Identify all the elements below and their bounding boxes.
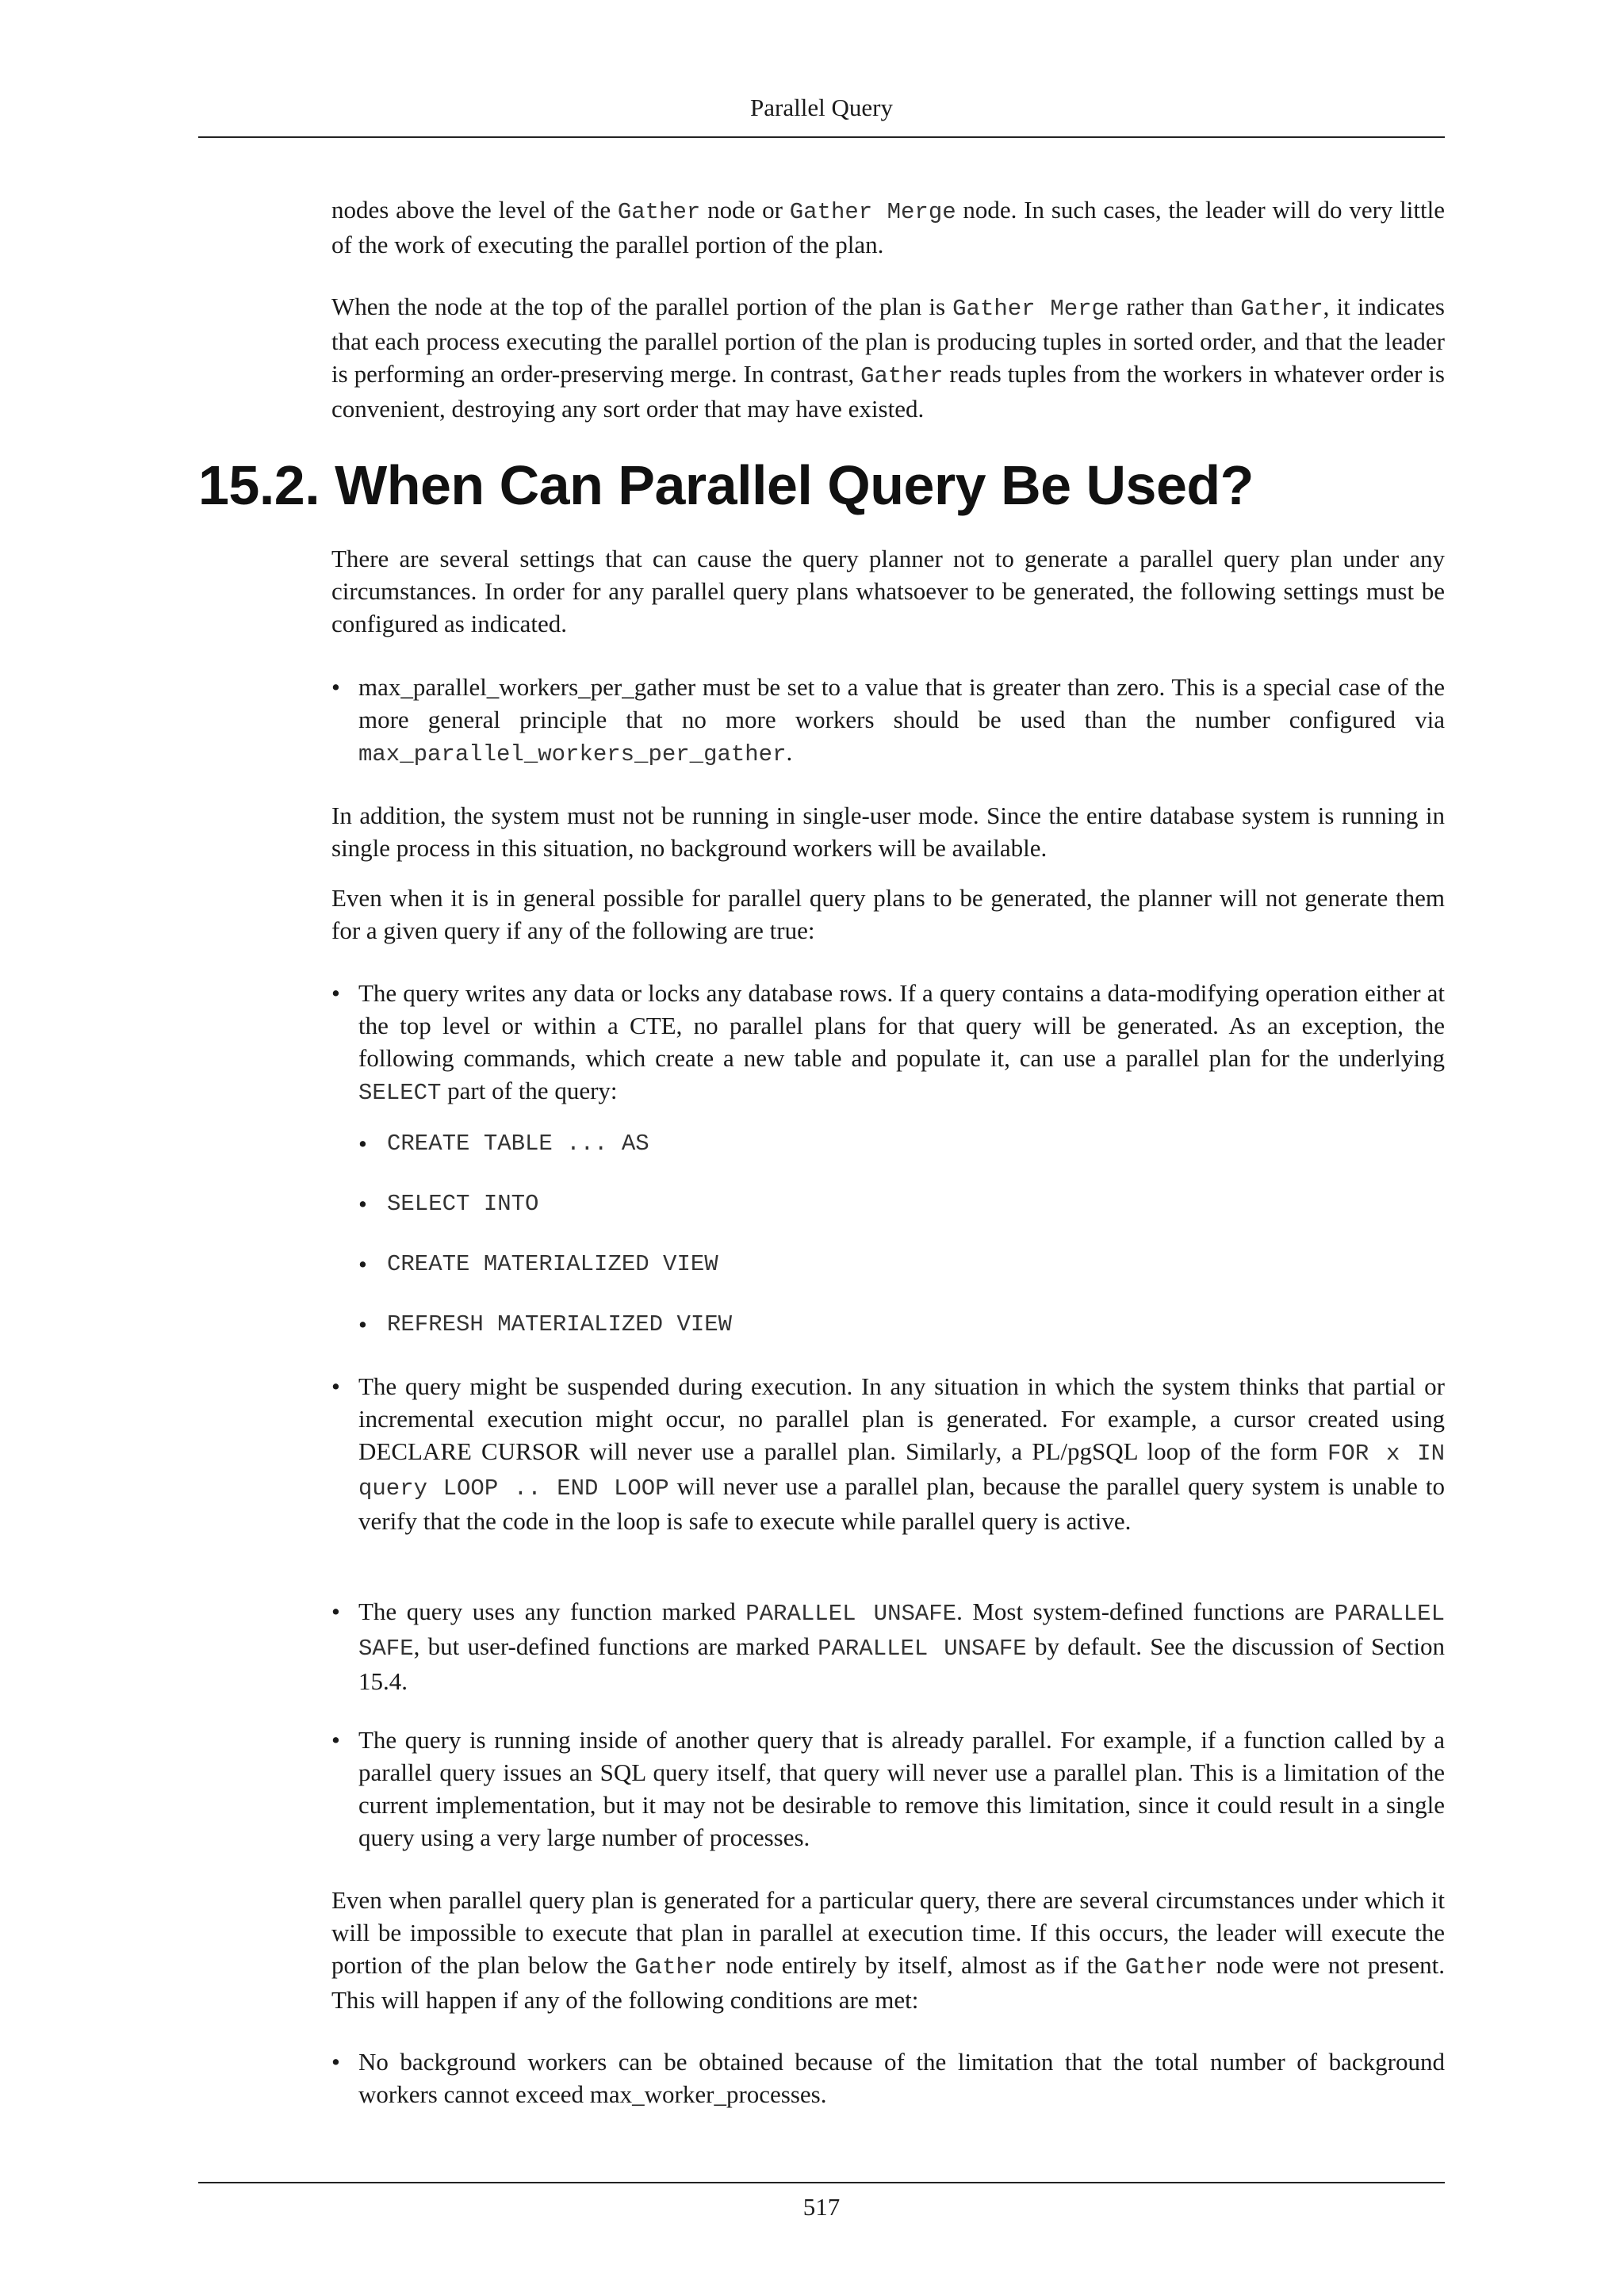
sub-list-item-code: SELECT INTO [387,1191,539,1217]
section-paragraph-4 [331,1884,1445,2016]
intro-paragraph-2 [331,290,1445,425]
section-paragraph-3: Even when it is in general possible for parallel query plans to be generated, the planner will not generate them for a given query if any of the following are true: [331,884,1445,944]
sub-list-item [358,1308,1445,1341]
text-run: max_parallel_workers_per_gather must be set to a value that is greater than zero. This is a special case of the more general principle that no more workers should be used than the number configured via [358,673,1445,733]
bullet-glyph: • [358,1250,367,1278]
list-item-text: No background workers can be obtained because of the limitation that the total number of background workers cannot exceed max_worker_processes. [358,2048,1445,2108]
bullet-glyph: • [358,1311,367,1338]
bullet-glyph: • [331,2048,340,2076]
text-run: node entirely by itself, almost as if the [717,1951,1125,1979]
list-item-text: The query is running inside of another query that is already parallel. For example, if a function called by a parallel query issues an SQL query itself, that query will never use a parallel plan. This is a limitation of the current implementation, but it may not be desirable to remove this limitation, since it could result in a single query using a very large number of processes. [358,1726,1445,1851]
code-gather: Gather [1240,296,1323,322]
text-run: Even when parallel query plan is generated for a particular query, there are several circumstances under which it will be impossible to execute that plan in parallel at execution time. If this occurs, the leader will execute the portion of the plan below the [331,1886,1445,1979]
code-gather: Gather [617,199,701,225]
list-item-text [358,1370,1445,1537]
section-paragraph-1: There are several settings that can cause the query planner not to generate a parallel query plan under any circumstances. In order for any parallel query plans whatsoever to be generated, the following settings must be configured as indicated. [331,545,1445,637]
text-run: will never use a parallel plan, because the parallel query system is unable to verify that the code in the loop is safe to execute while parallel query is active. [358,1472,1445,1535]
code-gather: Gather [634,1954,718,1980]
text-run: by default. See the discussion of Section 15.4. [358,1632,1446,1695]
footer-rule [198,2182,1445,2183]
bullet-glyph: • [358,1130,367,1158]
list-item [331,977,1445,1109]
page-number: 517 [802,2193,841,2221]
sub-list-item [358,1248,1445,1280]
code-select: SELECT [358,1080,442,1106]
list-item-text [358,1595,1445,1697]
text-run: part of the query: [441,1077,618,1104]
text-run: , it indicates that each process executing the parallel portion of the plan is producing tuples in sorted order, and that the leader is performing an order-preserving merge. In contrast, [331,293,1446,388]
bullet-glyph: • [331,673,340,701]
text-run: The query uses any function marked [358,1598,746,1625]
page-header: Parallel Query [750,94,893,121]
list-item [331,1595,1445,1697]
code-parallel-safe: PARALLEL SAFE [358,1601,1445,1662]
text-run: . Most system-defined functions are [956,1598,1335,1625]
section-heading: 15.2. When Can Parallel Query Be Used? [198,454,1254,516]
bullet-glyph: • [331,1372,340,1400]
text-run: . [786,738,793,766]
text-run: When the node at the top of the parallel portion of the plan is [331,293,953,320]
text-run: nodes above the level of the [331,196,618,224]
bullet-glyph: • [331,1598,340,1625]
section-paragraph-2: In addition, the system must not be running in single-user mode. Since the entire database system is running in single process in this situation, no background workers will be available. [331,802,1445,862]
sub-list-item-code: REFRESH MATERIALIZED VIEW [387,1311,733,1337]
list-item [331,671,1445,771]
sub-list-item-code: CREATE TABLE ... AS [387,1131,649,1157]
code-gather-merge: Gather Merge [789,199,956,225]
sub-list-item [358,1188,1445,1220]
list-item [331,1370,1445,1537]
code-gather: Gather [860,363,944,389]
sub-list-item-code: CREATE MATERIALIZED VIEW [387,1251,718,1277]
list-item-text [358,977,1445,1109]
sub-list-item [358,1127,1445,1160]
bullet-glyph: • [358,1190,367,1218]
code-loop: FOR x IN query LOOP .. END LOOP [358,1441,1445,1502]
intro-paragraph-1 [331,193,1445,261]
code-gather-merge: Gather Merge [952,296,1120,322]
text-run: The query writes any data or locks any database rows. If a query contains a data-modifying operation either at the top level or within a CTE, no parallel plans for that query will be generated. As an exception, the following commands, which create a new table and populate it, can use a parallel plan for the underlying [358,979,1445,1072]
bullet-glyph: • [331,979,340,1007]
text-run: reads tuples from the workers in whatever order is convenient, destroying any sort order that may have existed. [331,360,1445,423]
text-run: node. In such cases, the leader will do very little of the work of executing the parallel portion of the plan. [331,196,1446,258]
text-run: node or [700,196,790,224]
list-item [331,2045,1445,2110]
text-run: node were not present. This will happen if any of the following conditions are met: [331,1951,1446,2014]
code-parallel-unsafe: PARALLEL UNSAFE [818,1636,1027,1662]
list-item-text [358,671,1445,771]
text-run: The query might be suspended during execution. In any situation in which the system thinks that partial or incremental execution might occur, no parallel plan is generated. For example, a cursor created using DECLARE CURSOR will never use a parallel plan. Similarly, a PL/pgSQL loop of the form [358,1372,1445,1465]
code-parallel-unsafe: PARALLEL UNSAFE [745,1601,957,1627]
code-gather: Gather [1124,1954,1208,1980]
code-setting: max_parallel_workers_per_gather [358,741,787,767]
bullet-glyph: • [331,1726,340,1754]
list-item [331,1724,1445,1854]
text-run: , but user-defined functions are marked [413,1632,818,1660]
text-run: rather than [1119,293,1241,320]
header-rule [198,136,1445,138]
